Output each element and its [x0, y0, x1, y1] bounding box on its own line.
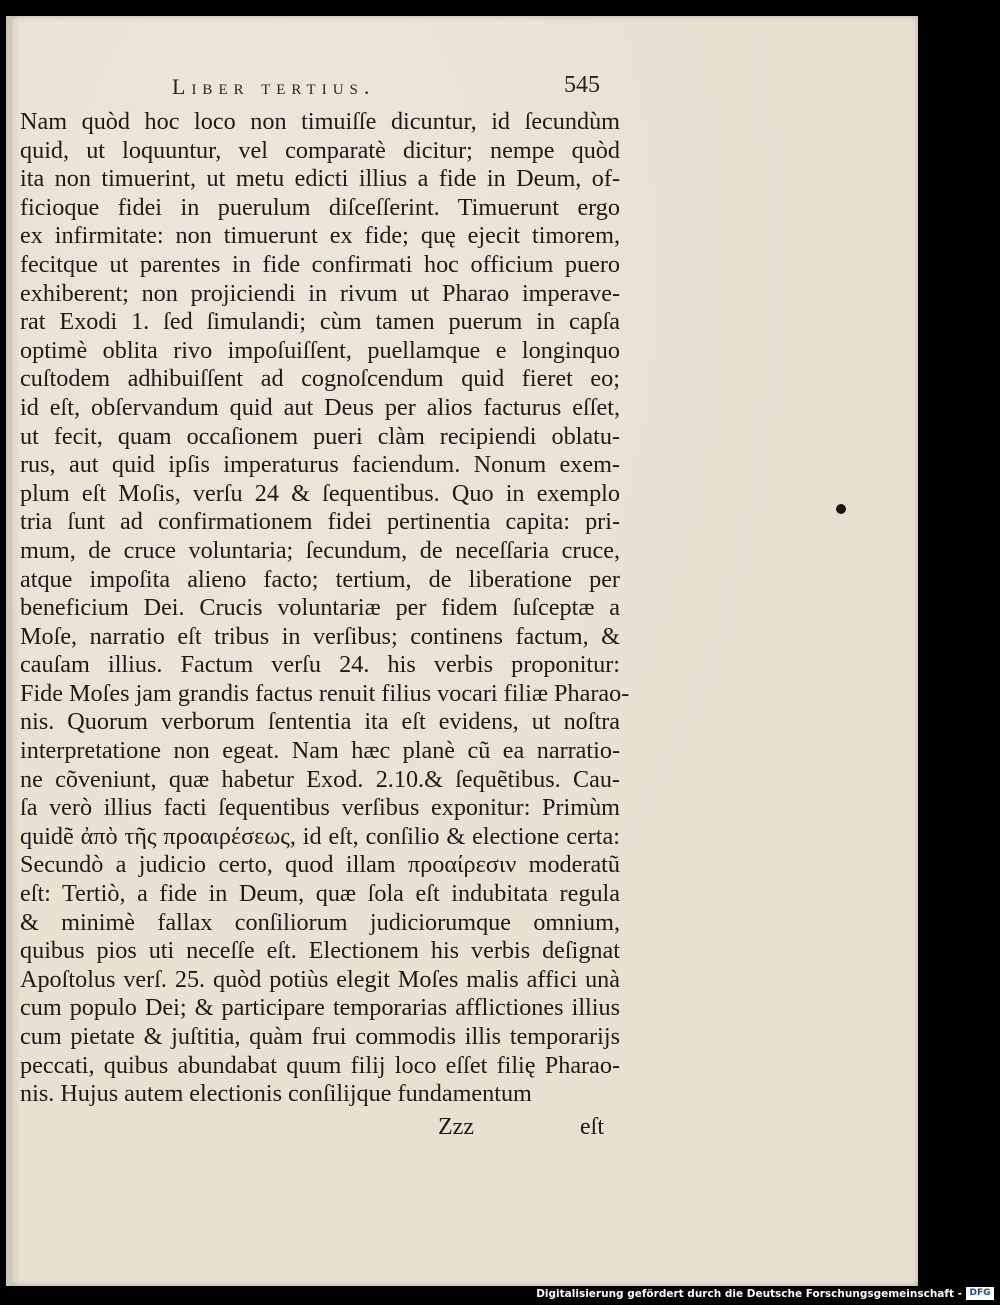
text-line: rat Exodi 1. ſed ſimulandi; cùm tamen puerum in capſa — [20, 308, 620, 336]
text-line: & minimè fallax conſiliorum judiciorumque omnium, — [20, 908, 620, 936]
text-line: Apoſtolus verſ. 25. quòd potiùs elegit Moſes malis affici unà — [20, 965, 620, 993]
text-line: peccati, quibus abundabat quum filij loco eſſet filię Pharao- — [20, 1051, 620, 1079]
text-line: atque impoſita alieno facto; tertium, de liberatione per — [20, 565, 620, 593]
text-line: plum eſt Moſis, verſu 24 & ſequentibus. Quo in exemplo — [20, 479, 620, 507]
running-title: Liber tertius. — [172, 74, 376, 99]
text-line: fecitque ut parentes in fide confirmati hoc officium puero — [20, 250, 620, 278]
text-line: mum, de cruce voluntaria; ſecundum, de neceſſaria cruce, — [20, 536, 620, 564]
text-line: nis. Quorum verborum ſententia ita eſt evidens, ut noſtra — [20, 708, 620, 736]
text-line: ita non timuerint, ut metu edicti illius a fide in Deum, of- — [20, 165, 620, 193]
text-line: quid, ut loquuntur, vel comparatè dicitur; nempe quòd — [20, 136, 620, 164]
text-line: Fide Moſes jam grandis factus renuit filius vocari filiæ Pharao- — [20, 679, 630, 707]
text-line: id eſt, obſervandum quid aut Deus per alios facturus eſſet, — [20, 393, 620, 421]
running-head — [172, 70, 600, 106]
text-line: Nam quòd hoc loco non timuiſſe dicuntur, id ſecundùm — [20, 108, 620, 135]
text-line: Secundò a judicio certo, quod illam προαίρεσιν moderatũ — [20, 851, 620, 879]
text-line: ne cõveniunt, quæ habetur Exod. 2.10.& ſequẽtibus. Cau- — [20, 765, 620, 793]
signature-mark: Zzz — [438, 1114, 474, 1140]
catchword: eſt — [580, 1114, 604, 1140]
ink-spot — [836, 504, 846, 514]
page-number: 545 — [564, 72, 600, 98]
text-line: cum pietate & juſtitia, quàm frui commodis illis temporarijs — [20, 1023, 620, 1050]
footer — [536, 1288, 996, 1302]
text-line: beneficium Dei. Crucis voluntariæ per fidem ſuſceptæ a — [20, 594, 620, 622]
text-line: quidẽ ἀπὸ τῆς προαιρέσεως, id eſt, conſilio & electione certa: — [20, 822, 620, 850]
text-line: tria ſunt ad confirmationem fidei pertinentia capita: pri- — [20, 508, 620, 536]
text-line: quibus pios uti neceſſe eſt. Electionem his verbis deſignat — [20, 937, 620, 965]
catchword-line — [438, 1114, 604, 1144]
funding-note: Digitalisierung gefördert durch die Deutsche Forschungsgemeinschaft - — [536, 1288, 962, 1300]
body-text — [20, 108, 630, 1109]
text-line: cuſtodem adhibuiſſent ad cognoſcendum quid fieret eo; — [20, 365, 620, 393]
dfg-logo-icon: DFG — [966, 1287, 994, 1300]
text-line: Moſe, narratio eſt tribus in verſibus; continens factum, & — [20, 622, 620, 650]
text-line: eſt: Tertiò, a fide in Deum, quæ ſola eſt indubitata regula — [20, 880, 620, 908]
text-line: cum populo Dei; & participare temporarias afflictiones illius — [20, 994, 620, 1022]
text-line: ex infirmitate: non timuerunt ex fide; quę ejecit timorem, — [20, 222, 620, 250]
text-line: nis. Hujus autem electionis conſilijque fundamentum — [20, 1080, 532, 1108]
text-line: interpretatione non egeat. Nam hæc planè cũ ea narratio- — [20, 737, 620, 765]
text-line: optimè oblita rivo impoſuiſſent, puellamque e longinquo — [20, 336, 620, 364]
text-line: ficioque fidei in puerulum diſceſſerint. Timuerunt ergo — [20, 193, 620, 221]
text-line: cauſam illius. Factum verſu 24. his verbis proponitur: — [20, 651, 620, 679]
page-edge — [6, 16, 12, 1286]
text-line: exhiberent; non projiciendi in rivum ut Pharao imperave- — [20, 279, 620, 307]
text-line: rus, aut quid ipſis imperaturus faciendum. Nonum exem- — [20, 451, 620, 479]
text-line: ut fecit, quam occaſionem pueri clàm recipiendi oblatu- — [20, 422, 620, 450]
text-line: ſa verò illius facti ſequentibus verſibus exponitur: Primùm — [20, 794, 620, 822]
